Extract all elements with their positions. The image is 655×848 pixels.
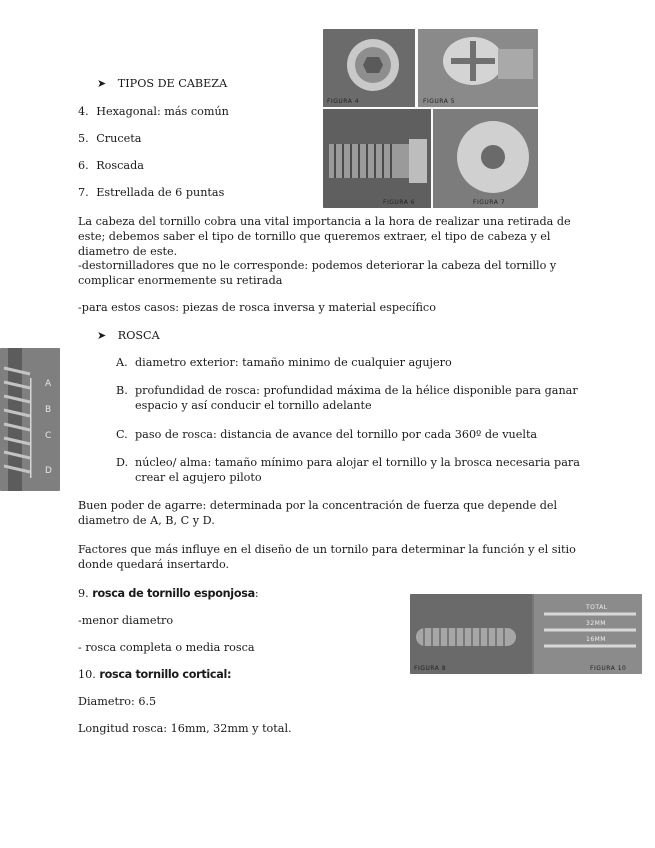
label-d: D [45, 466, 53, 476]
list-item-cruceta: 5. Cruceta [78, 132, 142, 145]
caption-figura-8: FIGURA 8 [414, 665, 447, 672]
heading-item-9: 9. rosca de tornillo esponjosa: [78, 587, 259, 600]
paragraph-factores: Factores que más influye en el diseño de un tornilo para determinar la función y el sitio donde quedará insertardo. [78, 543, 576, 571]
list-item-b: B. profundidad de rosca: profundidad máxima de la hélice disponible para ganar espacio y así conducir el tornillo adelante [116, 384, 578, 412]
label-c: C [45, 431, 52, 441]
bullet-arrow-icon: ➤ [97, 329, 107, 342]
label-b: B [45, 405, 52, 415]
paragraph-destornilladores: -destornilladores que no le corresponde: podemos deteriorar la cabeza del tornillo y complicar enormemente su retirada [78, 259, 557, 287]
caption-figura-6: FIGURA 6 [383, 199, 416, 206]
item-10-line-2: Longitud rosca: 16mm, 32mm y total. [78, 722, 292, 735]
list-item-hexagonal: 4. Hexagonal: más común [78, 105, 229, 118]
paragraph-casos: -para estos casos: piezas de rosca inversa y material específico [78, 301, 436, 314]
heading-item-10: 10. rosca tornillo cortical: [78, 668, 232, 681]
paragraph-cabeza: La cabeza del tornillo cobra una vital importancia a la hora de realizar una retirada de este; debemos saber el tipo de tornillo que queremos extraer, el tipo de cabeza y el diametro de este. [78, 215, 571, 258]
screw-thread-photo [0, 348, 60, 491]
figure-cross-head [418, 29, 538, 107]
list-item-a: A. diametro exterior: tamaño minimo de cualquier agujero [116, 356, 452, 369]
list-item-roscada: 6. Roscada [78, 159, 144, 172]
paragraph-agarre: Buen poder de agarre: determinada por la concentración de fuerza que depende del diametro de A, B, C y D. [78, 499, 558, 527]
section-heading-rosca: ➤ ROSCA [97, 329, 160, 342]
item-9-line-2: - rosca completa o media rosca [78, 641, 255, 654]
screw-length-photo [410, 594, 642, 674]
list-item-c: C. paso de rosca: distancia de avance del tornillo por cada 360º de vuelta [116, 428, 538, 441]
figure-threaded-head [323, 109, 431, 208]
caption-figura-5: FIGURA 5 [423, 98, 456, 105]
caption-figura-7: FIGURA 7 [473, 199, 506, 206]
section-heading-tipos-cabeza: ➤ TIPOS DE CABEZA [97, 77, 228, 90]
figure-star-head [433, 109, 538, 208]
label-a: A [45, 379, 52, 389]
bullet-arrow-icon: ➤ [97, 77, 107, 90]
figure-hex-head [323, 29, 415, 107]
list-item-d: D. núcleo/ alma: tamaño mínimo para alojar el tornillo y la brosca necesaria para crear el agujero piloto [116, 456, 580, 484]
label-total: TOTAL [586, 604, 608, 611]
item-10-line-1: Diametro: 6.5 [78, 695, 157, 708]
item-9-line-1: -menor diametro [78, 614, 174, 627]
list-item-estrellada: 7. Estrellada de 6 puntas [78, 186, 225, 199]
label-32mm: 32MM [586, 620, 606, 627]
caption-figura-4: FIGURA 4 [327, 98, 360, 105]
label-16mm: 16MM [586, 636, 606, 643]
screw-heads-photo-grid [323, 29, 538, 208]
caption-figura-10: FIGURA 10 [590, 665, 627, 672]
